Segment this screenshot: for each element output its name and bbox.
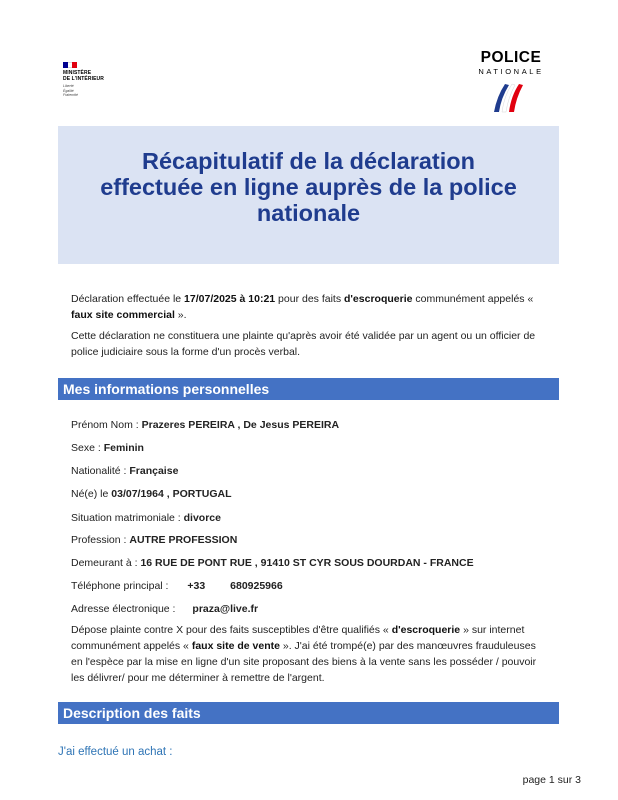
declaration-summary: Déclaration effectuée le 17/07/2025 à 10:21 pour des faits d'escroquerie communément appelés « faux site commercial ». [71, 293, 534, 321]
marital-status-field: Situation matrimoniale : divorce [71, 512, 221, 524]
email-field: Adresse électronique : praza@live.fr [71, 603, 259, 615]
nationality-field: Nationalité : Française [71, 465, 179, 477]
profession-field: Profession : AUTRE PROFESSION [71, 534, 238, 546]
french-flag-icon [63, 62, 77, 68]
complaint-statement: Dépose plainte contre X pour des faits susceptibles d'être qualifiés « d'escroquerie » sur internet communément appelés « faux site de vente ». J'ai été trompé(e) par des manœuvres frauduleuses en l'espèce par la mise en ligne d'un site proposant des biens à la vente sans les posséder / pouvoir les délivrer/ pour me déterminer à remettre de l'argent. [71, 624, 537, 684]
purchase-subheading: J'ai effectué un achat : [58, 746, 173, 758]
page-title: Récapitulatif de la déclaration effectuée en ligne auprès de la police nationale [100, 148, 517, 226]
republic-motto: Liberté Égalité Fraternité [63, 84, 78, 97]
police-word: POLICE [480, 49, 542, 66]
phone-field: Téléphone principal : +33 680925966 [71, 580, 283, 592]
birth-field: Né(e) le 03/07/1964 , PORTUGAL [71, 488, 232, 500]
tricolor-stripes-icon [491, 82, 531, 116]
police-nationale-logo [470, 50, 552, 116]
name-field: Prénom Nom : Prazeres PEREIRA , De Jesus PEREIRA [71, 419, 340, 431]
section-heading-facts: Description des faits [58, 702, 559, 724]
ministry-logo [63, 62, 123, 98]
ministry-name: MINISTÈRE DE L'INTÉRIEUR [63, 70, 104, 82]
page-number: page 1 sur 3 [522, 774, 581, 786]
address-field: Demeurant à : 16 RUE DE PONT RUE , 91410 ST CYR SOUS DOURDAN - FRANCE [71, 557, 474, 569]
sex-field: Sexe : Feminin [71, 442, 144, 454]
title-box [58, 126, 559, 264]
nationale-word: NATIONALE [478, 67, 544, 76]
declaration-notice: Cette déclaration ne constituera une plainte qu'après avoir été validée par un agent ou un officier de police judiciaire sous la forme d'un procès verbal. [71, 330, 536, 358]
section-heading-personal: Mes informations personnelles [58, 378, 559, 400]
